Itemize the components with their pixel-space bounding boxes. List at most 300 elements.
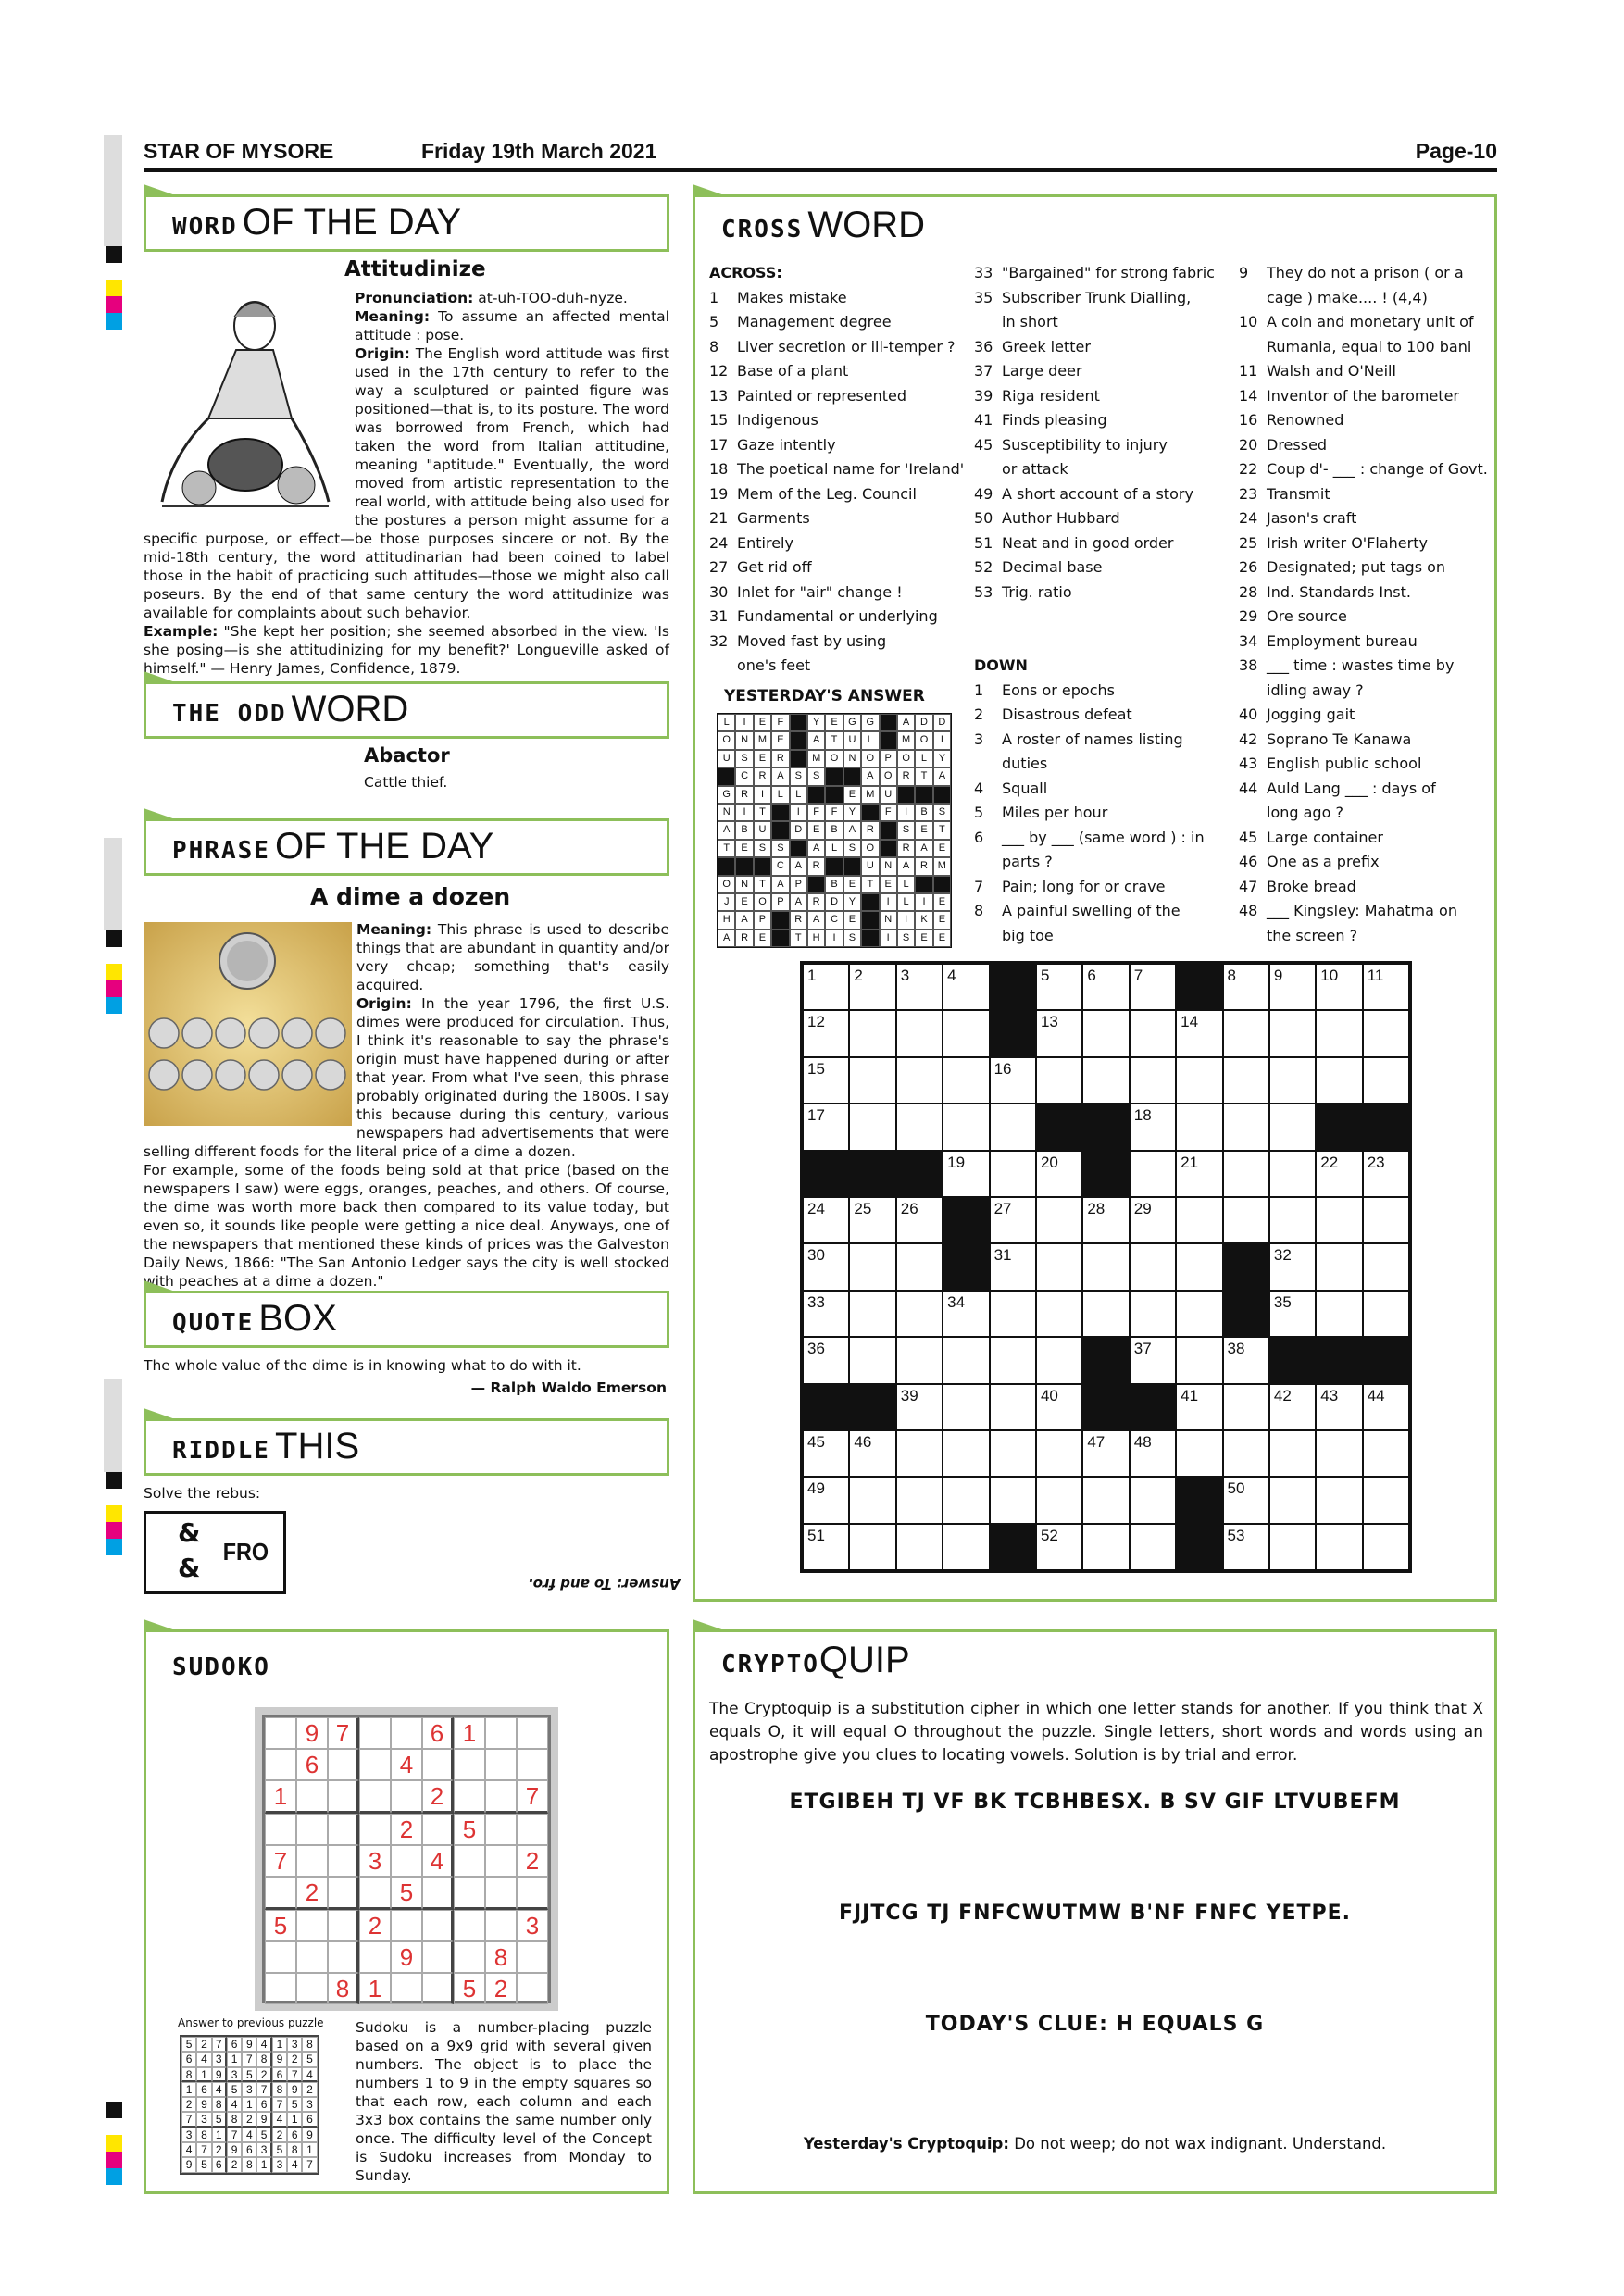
sudoku-empty-cell[interactable] (328, 1910, 359, 1941)
black-cell (1082, 1337, 1129, 1383)
crossword-cell[interactable] (849, 1337, 895, 1383)
sudoku-empty-cell[interactable] (359, 1814, 391, 1845)
answer-cell: O (754, 893, 771, 911)
answer-cell: E (771, 731, 789, 749)
sudoku-empty-cell[interactable] (296, 1814, 328, 1845)
sudoku-empty-cell[interactable] (454, 1780, 485, 1814)
previous-answer-cell: 5 (242, 2067, 256, 2082)
sudoku-empty-cell[interactable] (391, 1780, 422, 1814)
crossword-cell[interactable] (849, 1291, 895, 1337)
crossword-cell[interactable] (1082, 1057, 1129, 1104)
crossword-cell[interactable]: 48 (1130, 1430, 1176, 1477)
crossword-cell[interactable] (990, 1104, 1036, 1150)
crossword-cell[interactable] (1269, 1477, 1316, 1523)
crossword-cell[interactable] (990, 1291, 1036, 1337)
crossword-cell[interactable] (1316, 1524, 1362, 1570)
crossword-cell[interactable] (943, 1430, 989, 1477)
crossword-cell[interactable] (1036, 1337, 1082, 1383)
crossword-cell[interactable] (1223, 1197, 1269, 1243)
crossword-cell[interactable]: 37 (1130, 1337, 1176, 1383)
clue-number: 25 (1239, 533, 1258, 552)
crossword-cell[interactable]: 44 (1363, 1384, 1409, 1430)
crossword-cell[interactable]: 1 (803, 964, 849, 1010)
answer-cell: E (735, 893, 753, 911)
sudoku-empty-cell[interactable] (517, 1973, 548, 2004)
crossword-cell[interactable]: 10 (1316, 964, 1362, 1010)
previous-answer-cell: 1 (256, 2157, 271, 2172)
clue-text: Pain; long for or crave (1002, 877, 1166, 895)
crossword-cell[interactable]: 9 (1269, 964, 1316, 1010)
sudoku-empty-cell[interactable] (454, 1941, 485, 1973)
crossword-cell[interactable]: 52 (1036, 1524, 1082, 1570)
crossword-cell[interactable] (896, 1477, 943, 1523)
crossword-cell[interactable] (1316, 1057, 1362, 1104)
sudoku-empty-cell[interactable] (265, 1717, 296, 1749)
crossword-cell[interactable] (1036, 1243, 1082, 1290)
sudoku-empty-cell[interactable] (517, 1749, 548, 1780)
crossword-cell[interactable] (1269, 1524, 1316, 1570)
previous-answer-cell: 7 (242, 2052, 256, 2066)
sudoku-empty-cell[interactable] (454, 1910, 485, 1941)
answer-cell: I (897, 804, 915, 821)
clue-text: Broke bread (1267, 877, 1356, 895)
crossword-cell[interactable] (1316, 1291, 1362, 1337)
sudoku-given-cell: 7 (517, 1780, 548, 1814)
crossword-cell[interactable] (1176, 1337, 1222, 1383)
answer-cell: I (754, 786, 771, 804)
sudoku-empty-cell[interactable] (485, 1814, 517, 1845)
crossword-cell[interactable]: 29 (1130, 1197, 1176, 1243)
sudoku-empty-cell[interactable] (422, 1910, 454, 1941)
answer-cell: G (843, 714, 861, 731)
crossword-cell[interactable]: 51 (803, 1524, 849, 1570)
crossword-cell[interactable] (1130, 1151, 1176, 1197)
black-cell (843, 857, 861, 875)
answer-cell: F (825, 804, 843, 821)
crossword-cell[interactable]: 45 (803, 1430, 849, 1477)
crossword-cell[interactable] (849, 1477, 895, 1523)
crossword-cell[interactable] (1176, 1104, 1222, 1150)
crossword-cell[interactable] (1036, 1197, 1082, 1243)
black-cell (790, 750, 807, 767)
sudoku-empty-cell[interactable] (422, 1973, 454, 2004)
crossword-cell[interactable] (1082, 1243, 1129, 1290)
sudoku-empty-cell[interactable] (485, 1749, 517, 1780)
clue-text: Ore source (1267, 607, 1347, 625)
sudoku-given-cell: 2 (485, 1973, 517, 2004)
crossword-cell[interactable] (896, 1010, 943, 1056)
sudoku-empty-cell[interactable] (485, 1717, 517, 1749)
previous-answer-cell: 3 (256, 2142, 271, 2157)
sudoku-empty-cell[interactable] (296, 1941, 328, 1973)
clue-text: the screen ? (1267, 926, 1358, 944)
crossword-cell[interactable] (849, 1524, 895, 1570)
clue-text: Dressed (1267, 435, 1328, 454)
clue-row (1239, 580, 1488, 605)
sudoku-empty-cell[interactable] (485, 1845, 517, 1877)
sudoku-empty-cell[interactable] (517, 1877, 548, 1910)
crossword-cell[interactable]: 8 (1223, 964, 1269, 1010)
rebus-fro: FRO (222, 1538, 269, 1566)
crossword-cell[interactable] (1176, 1197, 1222, 1243)
answer-cell: L (825, 840, 843, 857)
crossword-cell[interactable] (1036, 1291, 1082, 1337)
crossword-cell[interactable]: 53 (1223, 1524, 1269, 1570)
previous-answer-cell: 5 (212, 2112, 227, 2127)
previous-answer-cell: 8 (242, 2157, 256, 2172)
crossword-cell[interactable]: 40 (1036, 1384, 1082, 1430)
crossword-cell[interactable]: 24 (803, 1197, 849, 1243)
previous-answer-cell: 6 (287, 2128, 302, 2142)
crossword-cell[interactable] (1130, 1243, 1176, 1290)
crossword-cell[interactable] (943, 1477, 989, 1523)
crossword-cell[interactable] (896, 1243, 943, 1290)
crossword-cell[interactable] (1316, 1243, 1362, 1290)
crossword-cell[interactable]: 36 (803, 1337, 849, 1383)
crossword-cell[interactable]: 20 (1036, 1151, 1082, 1197)
crossword-cell[interactable] (1223, 1151, 1269, 1197)
crossword-cell[interactable]: 42 (1269, 1384, 1316, 1430)
previous-answer-cell: 4 (227, 2097, 242, 2112)
crossword-cell[interactable]: 14 (1176, 1010, 1222, 1056)
crossword-cell[interactable]: 12 (803, 1010, 849, 1056)
clue-number: 5 (709, 313, 719, 331)
crossword-cell[interactable] (943, 1057, 989, 1104)
sudoku-empty-cell[interactable] (265, 1941, 296, 1973)
sudoku-empty-cell[interactable] (391, 1717, 422, 1749)
sudoku-empty-cell[interactable] (265, 1749, 296, 1780)
sudoku-empty-cell[interactable] (391, 1973, 422, 2004)
sudoku-empty-cell[interactable] (422, 1877, 454, 1910)
down-clues-col3 (1239, 261, 1488, 948)
sudoku-empty-cell[interactable] (517, 1814, 548, 1845)
sudoku-empty-cell[interactable] (296, 1910, 328, 1941)
crossword-cell[interactable]: 17 (803, 1104, 849, 1150)
crossword-cell[interactable]: 32 (1269, 1243, 1316, 1290)
clue-row (974, 457, 1215, 482)
crossword-cell[interactable]: 15 (803, 1057, 849, 1104)
crossword-cell[interactable] (896, 1104, 943, 1150)
crossword-cell[interactable] (1130, 1477, 1176, 1523)
previous-answer-cell: 9 (227, 2142, 242, 2157)
answer-cell: Y (843, 893, 861, 911)
clue-number: 39 (974, 386, 993, 405)
sudoku-empty-cell[interactable] (391, 1910, 422, 1941)
answer-cell: A (843, 821, 861, 839)
clue-row (709, 335, 964, 360)
crossword-cell[interactable] (896, 1291, 943, 1337)
sudoku-empty-cell[interactable] (454, 1845, 485, 1877)
crossword-cell[interactable]: 11 (1363, 964, 1409, 1010)
sudoku-empty-cell[interactable] (391, 1845, 422, 1877)
crossword-cell[interactable]: 31 (990, 1243, 1036, 1290)
crossword-cell[interactable]: 50 (1223, 1477, 1269, 1523)
crossword-cell[interactable] (896, 1337, 943, 1383)
crossword-cell[interactable] (990, 1151, 1036, 1197)
answer-cell: A (807, 840, 825, 857)
sudoku-given-cell: 8 (485, 1941, 517, 1973)
sudoku-empty-cell[interactable] (422, 1941, 454, 1973)
crossword-cell[interactable] (943, 1104, 989, 1150)
clue-number: 8 (974, 902, 984, 919)
crossword-cell[interactable] (1363, 1430, 1409, 1477)
crossword-cell[interactable] (1176, 1057, 1222, 1104)
crossword-cell[interactable] (1223, 1384, 1269, 1430)
clue-row (709, 408, 964, 433)
crossword-cell[interactable]: 4 (943, 964, 989, 1010)
sudoku-given-cell: 6 (422, 1717, 454, 1749)
crossword-cell[interactable] (1269, 1151, 1316, 1197)
crossword-cell[interactable] (1130, 1010, 1176, 1056)
clue-number: 28 (1239, 582, 1258, 601)
previous-answer-cell: 1 (227, 2052, 242, 2066)
clue-text: Trig. ratio (1002, 582, 1072, 601)
clue-number: 4 (974, 779, 984, 797)
crossword-cell[interactable] (1223, 1430, 1269, 1477)
clue-number: 45 (1239, 828, 1258, 846)
sudoku-empty-cell[interactable] (422, 1749, 454, 1780)
answer-cell: E (933, 911, 951, 929)
page-number: Page-10 (1415, 139, 1497, 163)
black-cell (849, 1151, 895, 1197)
answer-cell: U (718, 750, 735, 767)
clue-text: Painted or represented (737, 386, 907, 405)
sudoku-empty-cell[interactable] (265, 1877, 296, 1910)
black-cell (1223, 1243, 1269, 1290)
crossword-cell[interactable] (1130, 1291, 1176, 1337)
crossword-cell[interactable]: 28 (1082, 1197, 1129, 1243)
sudoku-empty-cell[interactable] (296, 1973, 328, 2004)
crossword-cell[interactable]: 27 (990, 1197, 1036, 1243)
sudoku-empty-cell[interactable] (328, 1749, 359, 1780)
sudoku-empty-cell[interactable] (485, 1910, 517, 1941)
crossword-cell[interactable] (1176, 1243, 1222, 1290)
crossword-cell[interactable] (943, 1384, 989, 1430)
answer-cell: E (933, 893, 951, 911)
previous-answer-cell: 3 (196, 2112, 211, 2127)
crossword-cell[interactable]: 46 (849, 1430, 895, 1477)
sudoku-empty-cell[interactable] (454, 1749, 485, 1780)
crossword-cell[interactable] (1130, 1057, 1176, 1104)
clue-text: Jason's craft (1267, 509, 1357, 527)
sudoku-empty-cell[interactable] (265, 1814, 296, 1845)
crossword-cell[interactable] (1363, 1477, 1409, 1523)
clue-row (1239, 924, 1488, 949)
answer-cell: R (735, 930, 753, 947)
crossword-cell[interactable]: 5 (1036, 964, 1082, 1010)
sudoku-empty-cell[interactable] (454, 1877, 485, 1910)
previous-answer-cell: 7 (181, 2112, 196, 2127)
answer-cell: J (718, 893, 735, 911)
crossword-cell[interactable]: 6 (1082, 964, 1129, 1010)
crossword-cell[interactable] (990, 1337, 1036, 1383)
sudoku-empty-cell[interactable] (485, 1877, 517, 1910)
crossword-cell[interactable]: 41 (1176, 1384, 1222, 1430)
crossword-cell[interactable]: 19 (943, 1151, 989, 1197)
clue-row (974, 433, 1215, 458)
crossword-cell[interactable] (1363, 1291, 1409, 1337)
crossword-cell[interactable] (1082, 1010, 1129, 1056)
crossword-cell[interactable] (1036, 1057, 1082, 1104)
crossword-cell[interactable] (1269, 1057, 1316, 1104)
crossword-cell[interactable] (1269, 1430, 1316, 1477)
sudoku-empty-cell[interactable] (359, 1717, 391, 1749)
sudoku-given-cell: 2 (296, 1877, 328, 1910)
previous-answer-cell: 4 (181, 2142, 196, 2157)
crossword-cell[interactable] (1316, 1430, 1362, 1477)
crossword-cell[interactable] (1269, 1197, 1316, 1243)
sudoku-empty-cell[interactable] (517, 1717, 548, 1749)
crossword-cell[interactable] (1082, 1291, 1129, 1337)
answer-cell: M (754, 731, 771, 749)
crossword-cell[interactable] (1036, 1477, 1082, 1523)
crossword-cell[interactable]: 38 (1223, 1337, 1269, 1383)
sudoku-empty-cell[interactable] (265, 1973, 296, 2004)
crossword-cell[interactable]: 34 (943, 1291, 989, 1337)
previous-answer-cell: 6 (242, 2142, 256, 2157)
crossword-cell[interactable] (1223, 1104, 1269, 1150)
crossword-cell[interactable]: 26 (896, 1197, 943, 1243)
crossword-cell[interactable]: 22 (1316, 1151, 1362, 1197)
clue-number: 14 (1239, 386, 1258, 405)
clue-text: A coin and monetary unit of (1267, 313, 1474, 331)
cryptoquip-intro: The Cryptoquip is a substitution cipher in which one letter stands for another. If you think that X equals O, it will equal O throughout the puzzle. Single letters, short words and words using an apostrophe give you clues to locating vowels. Solution is by trial and error. (709, 1700, 1483, 1765)
sudoku-empty-cell[interactable] (422, 1814, 454, 1845)
previous-answer-cell: 2 (287, 2052, 302, 2066)
black-cell (803, 1151, 849, 1197)
answer-cell: A (718, 821, 735, 839)
crossword-cell[interactable]: 25 (849, 1197, 895, 1243)
crossword-cell[interactable] (990, 1477, 1036, 1523)
crossword-cell[interactable]: 13 (1036, 1010, 1082, 1056)
crossword-cell[interactable] (896, 1057, 943, 1104)
answer-cell: A (897, 714, 915, 731)
sudoku-empty-cell[interactable] (359, 1749, 391, 1780)
clue-row (1239, 899, 1488, 924)
black-cell (771, 911, 789, 929)
previous-answer-cell: 8 (287, 2142, 302, 2157)
crossword-cell[interactable]: 33 (803, 1291, 849, 1337)
crossword-cell[interactable] (1223, 1010, 1269, 1056)
crossword-cell[interactable] (849, 1243, 895, 1290)
crossword-cell[interactable] (896, 1430, 943, 1477)
answer-cell: E (825, 714, 843, 731)
crossword-cell[interactable] (1082, 1477, 1129, 1523)
crossword-cell[interactable]: 3 (896, 964, 943, 1010)
sudoku-empty-cell[interactable] (296, 1780, 328, 1814)
sudoku-empty-cell[interactable] (328, 1780, 359, 1814)
sudoku-empty-cell[interactable] (296, 1845, 328, 1877)
crossword-cell[interactable]: 7 (1130, 964, 1176, 1010)
sudoku-empty-cell[interactable] (328, 1877, 359, 1910)
crossword-cell[interactable]: 39 (896, 1384, 943, 1430)
crossword-cell[interactable] (1363, 1010, 1409, 1056)
sudoku-empty-cell[interactable] (485, 1780, 517, 1814)
clue-number: 24 (709, 533, 729, 552)
sudoku-empty-cell[interactable] (328, 1845, 359, 1877)
yesterday-answer-heading: YESTERDAY'S ANSWER (724, 687, 925, 705)
crossword-cell[interactable] (849, 1057, 895, 1104)
previous-answer-cell: 6 (227, 2037, 242, 2052)
cryptoquip-line-2: FJJTCG TJ FNFCWUTMW B'NF FNFC YETPE. (838, 1902, 1352, 1925)
crossword-cell[interactable] (1363, 1243, 1409, 1290)
crossword-cell[interactable] (849, 1010, 895, 1056)
crossword-cell[interactable] (943, 1524, 989, 1570)
crossword-cell[interactable] (849, 1104, 895, 1150)
sudoku-given-cell: 8 (328, 1973, 359, 2004)
crossword-cell[interactable] (1363, 1057, 1409, 1104)
crossword-cell[interactable] (943, 1010, 989, 1056)
black-cell (880, 731, 897, 749)
sudoku-empty-cell[interactable] (328, 1941, 359, 1973)
black-cell (771, 821, 789, 839)
crossword-cell[interactable]: 18 (1130, 1104, 1176, 1150)
crossword-cell[interactable]: 30 (803, 1243, 849, 1290)
crossword-cell[interactable] (943, 1337, 989, 1383)
sudoku-given-cell: 2 (359, 1910, 391, 1941)
clue-number: 15 (709, 411, 729, 429)
answer-cell: I (915, 893, 932, 911)
answer-cell: U (754, 821, 771, 839)
crossword-cell[interactable] (896, 1524, 943, 1570)
sudoku-empty-cell[interactable] (328, 1814, 359, 1845)
sudoku-empty-cell[interactable] (517, 1941, 548, 1973)
crossword-cell[interactable]: 23 (1363, 1151, 1409, 1197)
crossword-cell[interactable]: 21 (1176, 1151, 1222, 1197)
sudoku-empty-cell[interactable] (359, 1780, 391, 1814)
clue-number: 19 (709, 484, 729, 503)
answer-cell: L (915, 750, 932, 767)
clue-text: Makes mistake (737, 288, 847, 306)
previous-answer-cell: 2 (212, 2142, 227, 2157)
crossword-cell[interactable]: 49 (803, 1477, 849, 1523)
crossword-cell[interactable]: 16 (990, 1057, 1036, 1104)
black-cell (1363, 1104, 1409, 1150)
crossword-cell[interactable] (990, 1430, 1036, 1477)
answer-cell: S (933, 804, 951, 821)
clue-number: 18 (709, 460, 729, 478)
crossword-cell[interactable] (1316, 1197, 1362, 1243)
crossword-cell[interactable]: 35 (1269, 1291, 1316, 1337)
sudoku-empty-cell[interactable] (359, 1941, 391, 1973)
answer-cell: B (825, 876, 843, 893)
crossword-cell[interactable]: 43 (1316, 1384, 1362, 1430)
crossword-cell[interactable] (990, 1384, 1036, 1430)
crossword-cell[interactable]: 2 (849, 964, 895, 1010)
crossword-cell[interactable] (1082, 1524, 1129, 1570)
crossword-cell[interactable] (1176, 1291, 1222, 1337)
crossword-cell[interactable] (1316, 1477, 1362, 1523)
clue-row (974, 728, 1215, 753)
crossword-cell[interactable] (1363, 1197, 1409, 1243)
sudoku-given-cell: 5 (454, 1973, 485, 2004)
sudoku-empty-cell[interactable] (359, 1877, 391, 1910)
answer-cell: O (718, 731, 735, 749)
previous-answer-cell: 6 (256, 2097, 271, 2112)
crossword-cell[interactable] (1269, 1104, 1316, 1150)
crossword-cell[interactable] (1223, 1057, 1269, 1104)
answer-cell: D (915, 714, 932, 731)
crossword-cell[interactable] (1130, 1524, 1176, 1570)
crossword-cell[interactable]: 47 (1082, 1430, 1129, 1477)
clue-text: ___ by ___ (same word ) : in (1002, 828, 1205, 846)
crossword-cell[interactable] (1269, 1010, 1316, 1056)
crossword-cell[interactable] (1363, 1524, 1409, 1570)
quote-box-title: QUOTE BOX (144, 1291, 669, 1348)
crossword-cell[interactable] (1036, 1430, 1082, 1477)
crossword-cell[interactable] (1316, 1010, 1362, 1056)
crossword-cell[interactable] (1176, 1430, 1222, 1477)
